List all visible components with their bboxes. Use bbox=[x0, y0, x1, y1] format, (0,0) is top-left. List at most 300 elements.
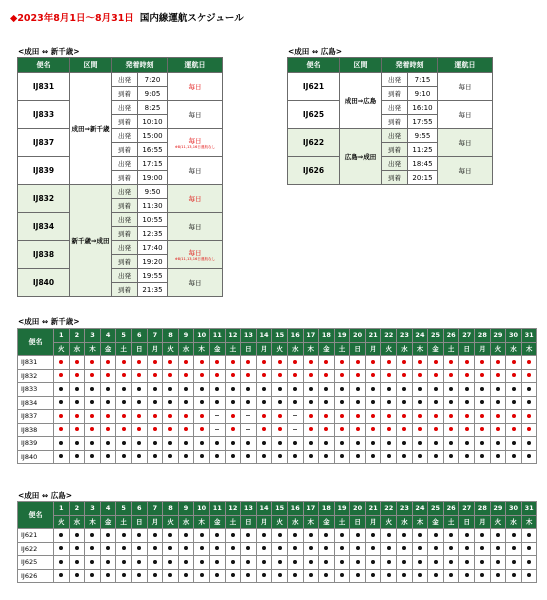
calendar-cell bbox=[397, 356, 413, 370]
operation-days bbox=[438, 101, 493, 129]
calendar-cell bbox=[287, 369, 303, 383]
calendar-cell bbox=[412, 542, 428, 556]
calendar-cell bbox=[194, 556, 210, 570]
calendar-row bbox=[18, 369, 537, 383]
operation-days bbox=[168, 129, 223, 157]
calendar-cell bbox=[428, 529, 444, 543]
red-dot-icon bbox=[512, 414, 516, 418]
calendar-cell bbox=[334, 369, 350, 383]
black-dot-icon bbox=[90, 454, 94, 458]
black-dot-icon bbox=[496, 387, 500, 391]
calendar-flight-number: IJ834 bbox=[18, 396, 54, 410]
flight-row bbox=[18, 101, 223, 115]
schedule-table-shinchitose bbox=[17, 57, 223, 297]
calendar-day: 16 bbox=[287, 502, 303, 516]
red-dot-icon bbox=[434, 414, 438, 418]
red-dot-icon bbox=[512, 373, 516, 377]
calendar-cell bbox=[303, 410, 319, 424]
calendar-cell bbox=[490, 542, 506, 556]
calendar-cell bbox=[209, 569, 225, 583]
calendar-cell bbox=[303, 529, 319, 543]
flight-number: IJ840 bbox=[18, 269, 70, 297]
red-dot-icon bbox=[200, 360, 204, 364]
red-dot-icon bbox=[371, 414, 375, 418]
departure-label: 出発 bbox=[382, 157, 408, 171]
black-dot-icon bbox=[309, 387, 313, 391]
black-dot-icon bbox=[418, 573, 422, 577]
calendar-cell bbox=[69, 569, 85, 583]
calendar-day: 31 bbox=[521, 502, 537, 516]
calendar-cell bbox=[365, 356, 381, 370]
calendar-day: 8 bbox=[163, 502, 179, 516]
red-dot-icon bbox=[340, 360, 344, 364]
red-dot-icon bbox=[496, 414, 500, 418]
calendar-day: 28 bbox=[475, 502, 491, 516]
red-dot-icon bbox=[356, 427, 360, 431]
arrival-time: 21:35 bbox=[138, 283, 168, 297]
calendar-day: 28 bbox=[475, 329, 491, 343]
black-dot-icon bbox=[340, 441, 344, 445]
calendar-weekday: 日 bbox=[350, 515, 366, 529]
calendar-cell bbox=[85, 569, 101, 583]
calendar-cell bbox=[163, 542, 179, 556]
red-dot-icon bbox=[309, 373, 313, 377]
black-dot-icon bbox=[465, 454, 469, 458]
calendar-cell bbox=[365, 369, 381, 383]
black-dot-icon bbox=[246, 533, 250, 537]
route-cell: 広島⇒成田 bbox=[340, 129, 382, 185]
black-dot-icon bbox=[434, 533, 438, 537]
black-dot-icon bbox=[122, 387, 126, 391]
calendar-cell bbox=[303, 542, 319, 556]
calendar-cell bbox=[381, 569, 397, 583]
calendar-cell bbox=[443, 396, 459, 410]
red-dot-icon bbox=[434, 360, 438, 364]
calendar-cell bbox=[256, 529, 272, 543]
calendar-cell bbox=[459, 396, 475, 410]
black-dot-icon bbox=[293, 560, 297, 564]
calendar-day: 17 bbox=[303, 329, 319, 343]
black-dot-icon bbox=[215, 546, 219, 550]
calendar-cell bbox=[85, 423, 101, 437]
black-dot-icon bbox=[434, 560, 438, 564]
calendar-weekday: 水 bbox=[397, 515, 413, 529]
departure-time: 17:15 bbox=[138, 157, 168, 171]
black-dot-icon bbox=[418, 387, 422, 391]
calendar-cell bbox=[381, 410, 397, 424]
black-dot-icon bbox=[496, 560, 500, 564]
black-dot-icon bbox=[512, 573, 516, 577]
calendar-cell bbox=[365, 529, 381, 543]
black-dot-icon bbox=[90, 533, 94, 537]
flight-number: IJ833 bbox=[18, 101, 70, 129]
calendar-cell bbox=[475, 437, 491, 451]
calendar-cell bbox=[303, 423, 319, 437]
black-dot-icon bbox=[434, 400, 438, 404]
black-dot-icon bbox=[137, 400, 141, 404]
calendar-cell bbox=[475, 356, 491, 370]
calendar-weekday: 日 bbox=[131, 342, 147, 356]
calendar-cell bbox=[459, 369, 475, 383]
operation-text: 毎日 bbox=[188, 83, 202, 91]
calendar-cell bbox=[272, 556, 288, 570]
red-dot-icon bbox=[75, 427, 79, 431]
black-dot-icon bbox=[231, 573, 235, 577]
calendar-flight-number: IJ832 bbox=[18, 369, 54, 383]
black-dot-icon bbox=[153, 560, 157, 564]
calendar-cell bbox=[100, 542, 116, 556]
calendar-cell bbox=[350, 423, 366, 437]
calendar-cell bbox=[209, 410, 225, 424]
black-dot-icon bbox=[371, 533, 375, 537]
black-dot-icon bbox=[90, 400, 94, 404]
black-dot-icon bbox=[387, 454, 391, 458]
calendar-cell bbox=[412, 423, 428, 437]
calendar-cell bbox=[412, 437, 428, 451]
black-dot-icon bbox=[465, 400, 469, 404]
calendar-weekday: 木 bbox=[303, 515, 319, 529]
calendar-cell bbox=[272, 356, 288, 370]
calendar-cell bbox=[209, 383, 225, 397]
red-dot-icon bbox=[449, 414, 453, 418]
calendar-cell bbox=[287, 529, 303, 543]
calendar-cell bbox=[365, 450, 381, 464]
arrival-label: 到着 bbox=[382, 143, 408, 157]
calendar-cell bbox=[256, 356, 272, 370]
calendar-cell bbox=[490, 437, 506, 451]
calendar-cell bbox=[147, 410, 163, 424]
black-dot-icon bbox=[122, 546, 126, 550]
arrival-label: 到着 bbox=[112, 255, 138, 269]
flight-number: IJ626 bbox=[288, 157, 340, 185]
calendar-cell bbox=[475, 542, 491, 556]
black-dot-icon bbox=[402, 400, 406, 404]
red-dot-icon bbox=[496, 373, 500, 377]
calendar-cell bbox=[209, 396, 225, 410]
red-dot-icon bbox=[512, 360, 516, 364]
black-dot-icon bbox=[480, 573, 484, 577]
calendar-weekday: 金 bbox=[209, 342, 225, 356]
black-dot-icon bbox=[434, 546, 438, 550]
calendar-cell bbox=[334, 423, 350, 437]
calendar-cell bbox=[131, 396, 147, 410]
black-dot-icon bbox=[402, 454, 406, 458]
calendar-cell bbox=[225, 542, 241, 556]
black-dot-icon bbox=[293, 387, 297, 391]
calendar-cell bbox=[85, 383, 101, 397]
calendar-cell bbox=[381, 369, 397, 383]
red-dot-icon bbox=[324, 427, 328, 431]
flight-row bbox=[18, 269, 223, 283]
calendar-cell bbox=[225, 410, 241, 424]
red-dot-icon bbox=[90, 414, 94, 418]
black-dot-icon bbox=[324, 533, 328, 537]
calendar-cell bbox=[178, 369, 194, 383]
black-dot-icon bbox=[371, 560, 375, 564]
calendar-cell bbox=[334, 556, 350, 570]
calendar-cell bbox=[365, 556, 381, 570]
calendar-weekday: 木 bbox=[85, 515, 101, 529]
calendar-day: 29 bbox=[490, 502, 506, 516]
calendar-day: 6 bbox=[131, 329, 147, 343]
black-dot-icon bbox=[106, 454, 110, 458]
red-dot-icon bbox=[231, 414, 235, 418]
title-marker: ◆ bbox=[10, 13, 18, 24]
calendar-weekday: 土 bbox=[443, 515, 459, 529]
calendar-cell bbox=[443, 556, 459, 570]
calendar-cell bbox=[178, 542, 194, 556]
departure-label: 出発 bbox=[382, 73, 408, 87]
calendar-cell bbox=[428, 383, 444, 397]
calendar-cell bbox=[100, 529, 116, 543]
black-dot-icon bbox=[75, 573, 79, 577]
calendar-weekday: 土 bbox=[116, 342, 132, 356]
calendar-cell bbox=[350, 556, 366, 570]
calendar-cell bbox=[443, 356, 459, 370]
calendar-cell bbox=[397, 556, 413, 570]
calendar-row bbox=[18, 410, 537, 424]
calendar-cell bbox=[54, 396, 70, 410]
calendar-cell bbox=[428, 437, 444, 451]
black-dot-icon bbox=[90, 387, 94, 391]
black-dot-icon bbox=[59, 546, 63, 550]
black-dot-icon bbox=[293, 400, 297, 404]
operation-days bbox=[168, 213, 223, 241]
black-dot-icon bbox=[324, 573, 328, 577]
calendar-cell bbox=[69, 383, 85, 397]
black-dot-icon bbox=[184, 546, 188, 550]
black-dot-icon bbox=[59, 454, 63, 458]
calendar-day: 30 bbox=[506, 502, 522, 516]
red-dot-icon bbox=[278, 373, 282, 377]
black-dot-icon bbox=[465, 560, 469, 564]
calendar-cell bbox=[521, 450, 537, 464]
calendar-flight-number: IJ839 bbox=[18, 437, 54, 451]
calendar-cell bbox=[443, 437, 459, 451]
black-dot-icon bbox=[371, 546, 375, 550]
calendar-cell bbox=[163, 529, 179, 543]
calendar-flight-number: IJ833 bbox=[18, 383, 54, 397]
calendar-weekday: 木 bbox=[412, 342, 428, 356]
calendar-cell bbox=[163, 383, 179, 397]
black-dot-icon bbox=[75, 546, 79, 550]
calendar-cell bbox=[365, 423, 381, 437]
departure-time: 17:40 bbox=[138, 241, 168, 255]
black-dot-icon bbox=[418, 454, 422, 458]
calendar-cell bbox=[365, 383, 381, 397]
calendar-day: 10 bbox=[194, 329, 210, 343]
calendar-cell bbox=[350, 529, 366, 543]
calendar-cell bbox=[209, 542, 225, 556]
calendar-cell bbox=[85, 450, 101, 464]
flight-number: IJ831 bbox=[18, 73, 70, 101]
operation-days bbox=[438, 73, 493, 101]
departure-label: 出発 bbox=[112, 129, 138, 143]
calendar-cell bbox=[303, 437, 319, 451]
calendar-cell bbox=[54, 356, 70, 370]
calendar-cell bbox=[225, 369, 241, 383]
calendar-cell bbox=[490, 450, 506, 464]
calendar-day: 5 bbox=[116, 502, 132, 516]
calendar-cell bbox=[131, 369, 147, 383]
calendar-cell bbox=[272, 450, 288, 464]
black-dot-icon bbox=[153, 533, 157, 537]
black-dot-icon bbox=[527, 573, 531, 577]
black-dot-icon bbox=[371, 387, 375, 391]
calendar-cell bbox=[287, 410, 303, 424]
arrival-time: 19:20 bbox=[138, 255, 168, 269]
black-dot-icon bbox=[200, 533, 204, 537]
black-dot-icon bbox=[75, 400, 79, 404]
calendar-cell bbox=[116, 556, 132, 570]
red-dot-icon bbox=[496, 427, 500, 431]
red-dot-icon bbox=[122, 427, 126, 431]
arrival-label: 到着 bbox=[112, 199, 138, 213]
black-dot-icon bbox=[262, 546, 266, 550]
route-cell: 新千歳⇒成田 bbox=[70, 185, 112, 297]
calendar-cell bbox=[163, 450, 179, 464]
flight-row bbox=[18, 241, 223, 255]
calendar-cell bbox=[85, 437, 101, 451]
black-dot-icon bbox=[387, 533, 391, 537]
black-dot-icon bbox=[465, 441, 469, 445]
calendar-cell bbox=[412, 396, 428, 410]
calendar-row bbox=[18, 396, 537, 410]
calendar-cell bbox=[412, 556, 428, 570]
calendar-cell bbox=[116, 423, 132, 437]
black-dot-icon bbox=[309, 441, 313, 445]
red-dot-icon bbox=[153, 360, 157, 364]
calendar-weekday: 金 bbox=[428, 515, 444, 529]
calendar-weekday: 木 bbox=[412, 515, 428, 529]
operation-days bbox=[168, 241, 223, 269]
no-flight-dash-icon bbox=[246, 415, 250, 416]
black-dot-icon bbox=[402, 546, 406, 550]
black-dot-icon bbox=[262, 560, 266, 564]
red-dot-icon bbox=[371, 360, 375, 364]
black-dot-icon bbox=[480, 533, 484, 537]
black-dot-icon bbox=[449, 533, 453, 537]
calendar-cell bbox=[272, 369, 288, 383]
black-dot-icon bbox=[293, 573, 297, 577]
red-dot-icon bbox=[106, 360, 110, 364]
calendar-cell bbox=[178, 356, 194, 370]
calendar-cell bbox=[131, 529, 147, 543]
calendar-day: 21 bbox=[365, 329, 381, 343]
calendar-cell bbox=[131, 356, 147, 370]
black-dot-icon bbox=[106, 387, 110, 391]
calendar-cell bbox=[54, 542, 70, 556]
calendar-cell bbox=[506, 569, 522, 583]
red-dot-icon bbox=[90, 360, 94, 364]
calendar-weekday: 水 bbox=[506, 342, 522, 356]
calendar-day: 1 bbox=[54, 329, 70, 343]
flight-number: IJ838 bbox=[18, 241, 70, 269]
calendar-cell bbox=[147, 437, 163, 451]
calendar-cell bbox=[506, 410, 522, 424]
calendar-cell bbox=[163, 396, 179, 410]
red-dot-icon bbox=[231, 427, 235, 431]
red-dot-icon bbox=[387, 373, 391, 377]
black-dot-icon bbox=[122, 573, 126, 577]
black-dot-icon bbox=[278, 454, 282, 458]
black-dot-icon bbox=[137, 454, 141, 458]
red-dot-icon bbox=[465, 414, 469, 418]
calendar-weekday: 水 bbox=[69, 342, 85, 356]
black-dot-icon bbox=[122, 533, 126, 537]
black-dot-icon bbox=[262, 573, 266, 577]
black-dot-icon bbox=[309, 400, 313, 404]
black-dot-icon bbox=[387, 560, 391, 564]
departure-label: 出発 bbox=[112, 241, 138, 255]
red-dot-icon bbox=[153, 427, 157, 431]
calendar-cell bbox=[521, 569, 537, 583]
red-dot-icon bbox=[449, 373, 453, 377]
operation-days bbox=[168, 269, 223, 297]
calendar-cell bbox=[350, 396, 366, 410]
calendar-cell bbox=[100, 556, 116, 570]
calendar-cell bbox=[334, 356, 350, 370]
black-dot-icon bbox=[496, 546, 500, 550]
calendar-cell bbox=[443, 410, 459, 424]
calendar-cell bbox=[272, 396, 288, 410]
red-dot-icon bbox=[75, 414, 79, 418]
black-dot-icon bbox=[59, 533, 63, 537]
calendar-cell bbox=[85, 410, 101, 424]
calendar-cell bbox=[147, 423, 163, 437]
calendar-cell bbox=[381, 542, 397, 556]
calendar-day: 10 bbox=[194, 502, 210, 516]
black-dot-icon bbox=[90, 441, 94, 445]
black-dot-icon bbox=[512, 400, 516, 404]
calendar-cell bbox=[490, 383, 506, 397]
calendar-cell bbox=[178, 410, 194, 424]
calendar-day: 27 bbox=[459, 502, 475, 516]
calendar-cell bbox=[147, 383, 163, 397]
arrival-label: 到着 bbox=[112, 87, 138, 101]
calendar-cell bbox=[397, 369, 413, 383]
calendar-day: 2 bbox=[69, 502, 85, 516]
black-dot-icon bbox=[449, 454, 453, 458]
calendar-day: 19 bbox=[334, 329, 350, 343]
calendar-cell bbox=[397, 542, 413, 556]
black-dot-icon bbox=[309, 573, 313, 577]
calendar-weekday: 月 bbox=[365, 342, 381, 356]
calendar-cell bbox=[100, 410, 116, 424]
calendar-cell bbox=[131, 423, 147, 437]
calendar-cell bbox=[69, 529, 85, 543]
calendar-cell bbox=[397, 450, 413, 464]
calendar-day: 11 bbox=[209, 502, 225, 516]
arrival-time: 12:35 bbox=[138, 227, 168, 241]
black-dot-icon bbox=[449, 387, 453, 391]
departure-time: 19:55 bbox=[138, 269, 168, 283]
black-dot-icon bbox=[278, 400, 282, 404]
calendar-cell bbox=[85, 542, 101, 556]
red-dot-icon bbox=[59, 427, 63, 431]
calendar-cell bbox=[69, 410, 85, 424]
calendar-cell bbox=[116, 542, 132, 556]
calendar-weekday: 土 bbox=[443, 342, 459, 356]
calendar-cell bbox=[225, 556, 241, 570]
calendar-day: 21 bbox=[365, 502, 381, 516]
calendar-cell bbox=[459, 423, 475, 437]
black-dot-icon bbox=[231, 400, 235, 404]
black-dot-icon bbox=[262, 454, 266, 458]
calendar-cell bbox=[209, 369, 225, 383]
calendar-cell bbox=[131, 410, 147, 424]
calendar-cell bbox=[225, 450, 241, 464]
